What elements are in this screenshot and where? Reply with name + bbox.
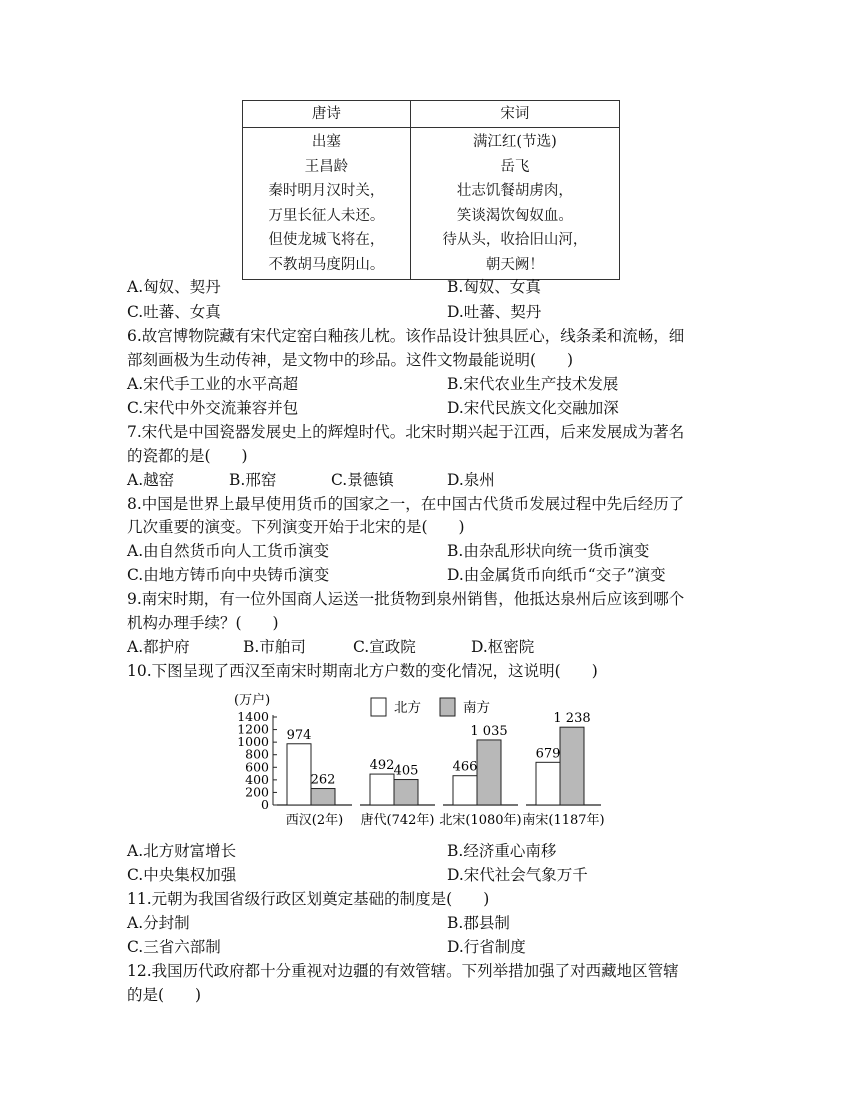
x-category-label: 北宋(1080年)	[439, 813, 522, 828]
q11-option-d: D.行省制度	[447, 938, 526, 956]
q12-stem-line1: 12.我国历代政府都十分重视对边疆的有效管辖。下列举措加强了对西藏地区管辖	[127, 962, 679, 980]
legend-label-north: 北方	[394, 700, 421, 716]
bar-value-label: 1 035	[470, 723, 508, 739]
q11-option-b: B.郡县制	[447, 914, 510, 932]
bar-south	[311, 789, 335, 805]
legend-swatch-north	[371, 698, 386, 716]
poem-line: 不教胡马度阴山。	[268, 256, 385, 273]
y-tick-label: 800	[245, 746, 269, 762]
q5-option-a: A.匈奴、契丹	[127, 278, 221, 296]
song-poem-cell	[410, 128, 619, 280]
y-axis-unit-label: (万户)	[234, 693, 271, 708]
q7-option-b: B.邢窑	[229, 471, 277, 489]
poem-line: 待从头，收拾旧山河，	[442, 232, 588, 248]
y-tick-label: 200	[245, 784, 269, 800]
q6-stem-line2: 部刻画极为生动传神，是文物中的珍品。这件文物最能说明( )	[127, 351, 574, 369]
poem-line: 万里长征人未还。	[268, 207, 385, 224]
bar-north	[536, 762, 560, 805]
poem-line: 但使龙城飞将在，	[268, 232, 385, 248]
household-bar-chart	[226, 688, 671, 832]
q9-option-d: D.枢密院	[471, 638, 535, 656]
y-tick-label: 400	[245, 771, 269, 787]
q6-option-a: A.宋代手工业的水平高超	[127, 375, 299, 393]
bar-value-label: 262	[310, 772, 336, 788]
q6-option-b: B.宋代农业生产技术发展	[447, 375, 619, 393]
tang-poem-cell	[243, 128, 411, 280]
q9-stem-line1: 9.南宋时期，有一位外国商人运送一批货物到泉州销售，他抵达泉州后应该到哪个	[127, 590, 685, 608]
q7-option-a: A.越窑	[127, 471, 175, 489]
bar-south	[477, 740, 501, 805]
bar-north	[370, 774, 394, 805]
x-category-label: 南宋(1187年)	[522, 813, 605, 828]
q8-option-b: B.由杂乱形状向统一货币演变	[447, 542, 650, 560]
bar-value-label: 974	[286, 727, 312, 743]
q5-option-d: D.吐蕃、契丹	[447, 303, 542, 321]
q7-stem-line2: 的瓷都的是( )	[127, 447, 248, 465]
poem-line: 岳飞	[500, 158, 530, 175]
q9-option-b: B.市舶司	[243, 638, 306, 656]
bar-value-label: 466	[452, 759, 478, 775]
x-category-label: 西汉(2年)	[285, 813, 344, 828]
q5-option-b: B.匈奴、女真	[447, 278, 541, 296]
q12-stem-line2: 的是( )	[127, 986, 202, 1004]
poem-line: 王昌龄	[304, 158, 349, 175]
q10-option-a: A.北方财富增长	[127, 842, 237, 860]
y-tick-label: 600	[245, 759, 269, 775]
table-header-song: 宋词	[410, 101, 619, 128]
poem-line: 朝天阙！	[485, 256, 544, 273]
bar-value-label: 679	[535, 746, 561, 762]
poem-line: 满江红(节选)	[472, 134, 557, 150]
q8-option-d: D.由金属货币向纸币“交子”演变	[447, 566, 666, 584]
q9-stem-line2: 机构办理手续？( )	[127, 614, 279, 632]
y-tick-label: 1200	[237, 721, 269, 737]
poem-line: 笑谈渴饮匈奴血。	[456, 207, 573, 224]
q7-stem-line1: 7.宋代是中国瓷器发展史上的辉煌时代。北宋时期兴起于江西，后来发展成为著名	[127, 423, 685, 441]
y-tick-label: 1000	[237, 734, 269, 750]
q8-option-a: A.由自然货币向人工货币演变	[127, 542, 330, 560]
q11-option-c: C.三省六部制	[127, 938, 221, 956]
q6-option-c: C.宋代中外交流兼容并包	[127, 399, 299, 417]
legend-swatch-south	[440, 698, 455, 716]
q10-option-b: B.经济重心南移	[447, 842, 557, 860]
q5-option-c: C.吐蕃、女真	[127, 303, 221, 321]
q11-option-a: A.分封制	[127, 914, 190, 932]
y-tick-label: 1400	[237, 709, 269, 724]
poem-line: 壮志饥餐胡虏肉，	[456, 183, 573, 199]
bar-north	[287, 744, 311, 805]
q8-stem-line2: 几次重要的演变。下列演变开始于北宋的是( )	[127, 518, 465, 536]
poem-table	[242, 100, 620, 280]
y-tick-label: 0	[261, 797, 269, 812]
q9-option-c: C.宣政院	[353, 638, 416, 656]
bar-north	[453, 776, 477, 805]
q10-option-c: C.中央集权加强	[127, 866, 237, 884]
q10-stem: 10.下图呈现了西汉至南宋时期南北方户数的变化情况，这说明( )	[127, 662, 598, 680]
poem-line: 出塞	[311, 134, 341, 150]
q11-stem: 11.元朝为我国省级行政区划奠定基础的制度是( )	[127, 890, 490, 908]
q10-option-d: D.宋代社会气象万千	[447, 866, 588, 884]
legend-label-south: 南方	[463, 700, 490, 716]
chart-svg	[226, 688, 671, 832]
bar-value-label: 405	[393, 763, 419, 779]
q8-stem-line1: 8.中国是世界上最早使用货币的国家之一，在中国古代货币发展过程中先后经历了	[127, 495, 685, 513]
q9-option-a: A.都护府	[127, 638, 190, 656]
q7-option-c: C.景德镇	[331, 471, 394, 489]
poem-line: 秦时明月汉时关，	[268, 183, 385, 199]
table-header-tang: 唐诗	[243, 101, 411, 128]
x-category-label: 唐代(742年)	[360, 813, 435, 828]
q6-option-d: D.宋代民族文化交融加深	[447, 399, 619, 417]
bar-value-label: 1 238	[553, 711, 591, 727]
q6-stem-line1: 6.故宫博物院藏有宋代定窑白釉孩儿枕。该作品设计独具匠心，线条柔和流畅，细	[127, 327, 685, 345]
q7-option-d: D.泉州	[447, 471, 495, 489]
q8-option-c: C.由地方铸币向中央铸币演变	[127, 566, 330, 584]
bar-value-label: 492	[369, 758, 395, 774]
bar-south	[560, 727, 584, 805]
bar-south	[394, 780, 418, 805]
